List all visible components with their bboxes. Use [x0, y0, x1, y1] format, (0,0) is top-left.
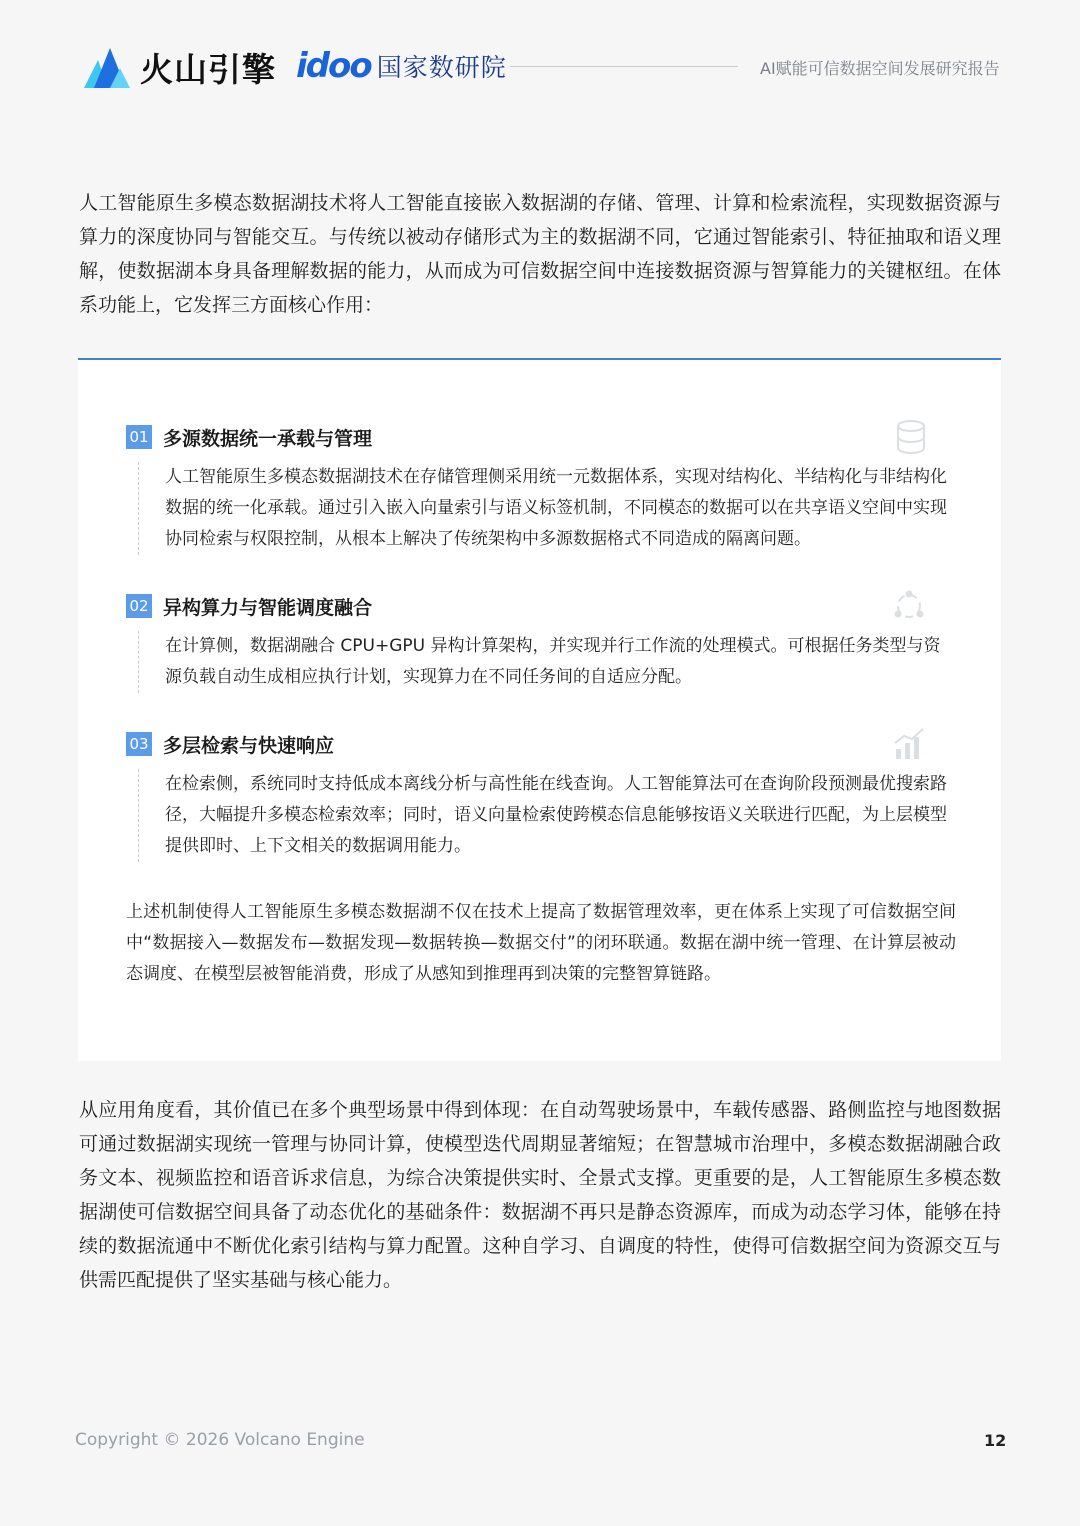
item-body: 人工智能原生多模态数据湖技术在存储管理侧采用统一元数据体系，实现对结构化、半结构化与非结构化数据的统一化承载。通过引入嵌入向量索引与语义标签机制，不同模态的数据可以在共享语义空间中实现协同检索与权限控制，从根本上解决了传统架构中多源数据格式不同造成的隔离问题。	[138, 462, 956, 555]
feature-item-3	[126, 731, 956, 862]
item-title: 多源数据统一承载与管理	[163, 427, 373, 450]
feature-item-2	[126, 593, 956, 693]
network-icon	[892, 589, 926, 623]
item-body: 在计算侧，数据湖融合 CPU+GPU 异构计算架构，并实现并行工作流的处理模式。可根据任务类型与资源负载自动生成相应执行计划，实现算力在不同任务间的自适应分配。	[138, 631, 956, 693]
item-title: 多层检索与快速响应	[163, 734, 335, 757]
page-header	[0, 0, 1080, 110]
database-icon	[896, 420, 926, 454]
item-number: 02	[126, 594, 152, 618]
intro-paragraph: 人工智能原生多模态数据湖技术将人工智能直接嵌入数据湖的存储、管理、计算和检索流程，实现数据资源与算力的深度协同与智能交互。与传统以被动存储形式为主的数据湖不同，它通过智能索引、特征抽取和语义理解，使数据湖本身具备理解数据的能力，从而成为可信数据空间中连接数据资源与智算能力的关键枢纽。在体系功能上，它发挥三方面核心作用：	[79, 192, 1001, 316]
copyright: Copyright © 2026 Volcano Engine	[75, 1430, 365, 1450]
institute-logo	[296, 46, 507, 86]
page-number: 12	[984, 1431, 1007, 1450]
institute-name: 国家数研院	[376, 53, 507, 82]
volcano-mountain-icon	[84, 48, 130, 88]
summary-paragraph: 上述机制使得人工智能原生多模态数据湖不仅在技术上提高了数据管理效率，更在体系上实现了可信数据空间中“数据接入—数据发布—数据发现—数据转换—数据交付”的闭环联通。数据在湖中统一管理、在计算层被动态调度、在模型层被智能消费，形成了从感知到推理再到决策的完整智算链路。	[126, 902, 956, 984]
volcano-engine-logo	[84, 44, 276, 91]
feature-item-1	[126, 424, 956, 555]
header-divider	[510, 66, 738, 67]
item-number: 03	[126, 732, 152, 756]
item-title: 异构算力与智能调度融合	[163, 596, 373, 619]
item-number: 01	[126, 425, 152, 449]
feature-card	[78, 358, 1001, 1061]
outro-paragraph: 从应用角度看，其价值已在多个典型场景中得到体现：在自动驾驶场景中，车载传感器、路侧监控与地图数据可通过数据湖实现统一管理与协同计算，使模型迭代周期显著缩短；在智慧城市治理中，多模态数据湖融合政务文本、视频监控和语音诉求信息，为综合决策提供实时、全景式支撑。更重要的是，人工智能原生多模态数据湖使可信数据空间具备了动态优化的基础条件：数据湖不再只是静态资源库，而成为动态学习体，能够在持续的数据流通中不断优化索引结构与算力配置。这种自学习、自调度的特性，使得可信数据空间为资源交互与供需匹配提供了坚实基础与核心能力。	[79, 1099, 1001, 1291]
brand-name: 火山引擎	[140, 50, 276, 89]
item-body: 在检索侧，系统同时支持低成本离线分析与高性能在线查询。人工智能算法可在查询阶段预测最优搜索路径，大幅提升多模态检索效率；同时，语义向量检索使跨模态信息能够按语义关联进行匹配，为上层模型提供即时、上下文相关的数据调用能力。	[138, 769, 956, 862]
report-title: AI赋能可信数据空间发展研究报告	[760, 59, 1000, 78]
chart-icon	[892, 727, 926, 761]
institute-mark: idoo	[296, 46, 371, 86]
